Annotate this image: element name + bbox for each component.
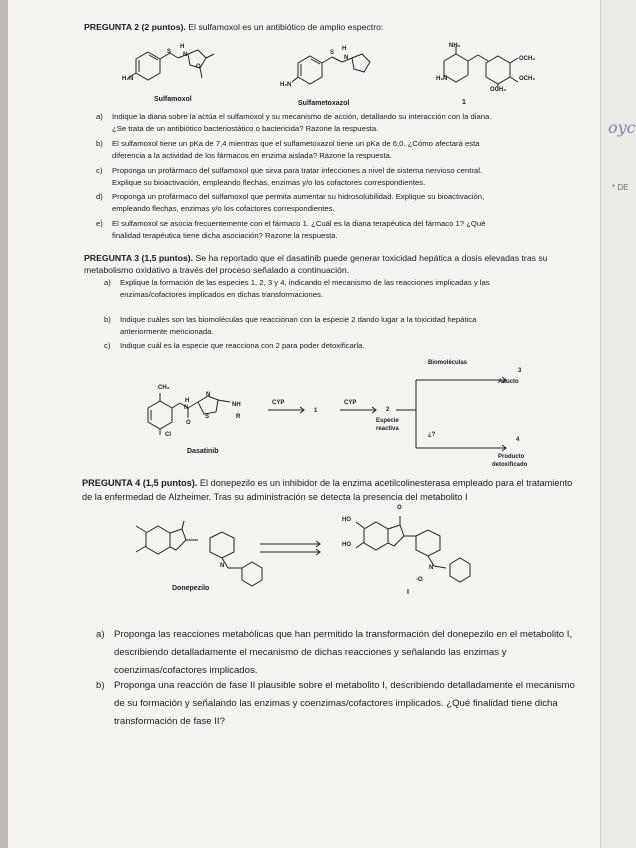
sulfamoxol-s: S [167, 49, 172, 55]
metabolite-i-structure [342, 508, 502, 588]
q4-item-text: Proponga una reacción de fase II plausible sobre el metabolito I, describiendo detalladamente el mecanismo [114, 680, 575, 691]
q2-item-text: Proponga un profármaco del sulfamoxol que sirva para tratar infecciones a nivel de sistema nervioso central. [112, 166, 483, 175]
q4-item-text: de su formación y señalando las enzimas y coenzimas/cofactores implicados. ¿Qué finalidad tiene dicha [114, 698, 558, 709]
aducto-label: Aducto [498, 379, 519, 385]
species-3: 3 [518, 368, 522, 374]
q4-item-text: transformación de fase II? [114, 716, 225, 727]
donepezil-label: Donepezilo [172, 585, 210, 592]
compound1-och3-b: OCH₃ [519, 76, 536, 82]
q4-item-letter: a) [96, 629, 105, 640]
metabolite-ho-2: HO [342, 542, 351, 548]
q4-heading: PREGUNTA 4 (1,5 puntos). El donepezilo es un inhibidor de la enzima acetilcolinesterasa empleado para el tratamiento [82, 478, 573, 488]
detoxificado-label: detoxificado [492, 462, 528, 468]
species-2: 2 [386, 407, 390, 413]
q4-item-letter: b) [96, 680, 105, 691]
dasatinib-o: O [186, 420, 191, 426]
dasatinib-h: H [185, 398, 190, 404]
margin-tag: * DE [612, 183, 629, 192]
q3-heading: PREGUNTA 3 (1,5 puntos). Se ha reportado que el dasatinib puede generar toxicidad hepática a dosis elevadas tras su [84, 253, 548, 263]
q2-item-text: Indique la diana sobre la actúa el sulfamoxol y su mecanismo de acción, detallando su interacción con la diana. [112, 112, 492, 121]
q3-item-text: anteriormente mencionada. [120, 327, 214, 336]
sulfametoxazol-h2n: H₂N [280, 82, 292, 88]
q2-item-letter: c) [96, 166, 103, 175]
q2-item-letter: d) [96, 192, 103, 201]
sulfamoxol-structure [118, 40, 238, 100]
thiazole-n: N [206, 392, 211, 398]
cyp-label-2: CYP [344, 400, 357, 406]
dasatinib-nh: NH [232, 402, 241, 408]
q2-item-letter: a) [96, 112, 103, 121]
q3-item-text: enzimas/cofactores implicados en dichas transformaciones. [120, 290, 323, 299]
especie-label: Especie [376, 418, 399, 424]
q2-item-text: finalidad terapéutica tiene dicha asociación? Razone la respuesta. [112, 231, 338, 240]
sulfametoxazol-n: N [344, 55, 349, 61]
metabolite-label: I [407, 589, 409, 596]
metabolite-o-minus: -O [416, 577, 423, 583]
q2-item-text: empleando flechas, enzimas y/o los cofactores correspondientes. [112, 204, 335, 213]
sulfametoxazol-h: H [342, 46, 347, 52]
margin-handwriting: oyc [608, 118, 636, 137]
q3-heading-line2: metabolismo oxidativo a través del proceso señalado a continuación. [84, 265, 350, 275]
sulfametoxazol-s: S [330, 50, 335, 56]
transformation-arrows [258, 540, 328, 560]
thiazole-s: S [205, 414, 210, 420]
q2-item-letter: b) [96, 139, 103, 148]
sulfametoxazol-structure [280, 42, 390, 102]
q4-item-text: coenzimas/cofactores implicados. [114, 665, 258, 676]
sulfamoxol-label: Sulfamoxol [154, 96, 192, 103]
sulfamoxol-h: H [180, 44, 185, 50]
dasatinib-label: Dasatinib [187, 448, 219, 455]
q3-item-letter: a) [104, 278, 111, 287]
compound1-och3-a: OCH₃ [519, 56, 536, 62]
cyp-label-1: CYP [272, 400, 285, 406]
metabolite-o: O [397, 505, 402, 511]
q4-heading-line2: de la enfermedad de Alzheimer. Tras su administración se detecta la presencia del metabolito I [82, 492, 468, 502]
species-4: 4 [516, 437, 520, 443]
dasatinib-r: R [236, 414, 241, 420]
sulfamoxol-h2n: H₂N [122, 76, 134, 82]
q3-item-text: Indique cuál es la especie que reacciona con 2 para poder detoxificarla. [120, 341, 365, 350]
q2-item-text: Explique su bioactivación, empleando flechas, enzimas y/o los cofactores correspondientes. [112, 178, 426, 187]
q2-item-text: El sulfamoxol se asocia frecuentemente con el fármaco 1. ¿Cuál es la diana terapéutica del fármaco 1? ¿Qué [112, 219, 486, 228]
sulfamoxol-n: N [183, 52, 188, 58]
metabolite-ho-1: HO [342, 517, 351, 523]
q3-item-text: Explique la formación de las especies 1, 2, 3 y 4, indicando el mecanismo de las reacciones implicadas y las [120, 278, 490, 287]
biomoleculas-label: Biomoléculas [428, 360, 468, 366]
reactiva-label: reactiva [376, 426, 399, 432]
dasatinib-ch3: CH₃ [158, 385, 170, 391]
q3-item-letter: b) [104, 315, 111, 324]
compound1-label: 1 [462, 99, 466, 106]
q2-item-letter: e) [96, 219, 103, 228]
species-1: 1 [314, 408, 318, 414]
q2-item-text: ¿Se trata de un antibiótico bacteriostático o bactericida? Razone la respuesta. [112, 124, 379, 133]
q4-item-text: Proponga las reacciones metabólicas que han permitido la transformación del donepezilo en el metabolito I, [114, 629, 573, 640]
compound1-h2n: H₂N [436, 76, 448, 82]
sulfamoxol-o: O [196, 64, 201, 70]
q2-item-text: Proponga un profármaco del sulfamoxol que permita aumentar su hidrosolubilidad. Explique su bioactivación, [112, 192, 485, 201]
q2-item-text: El sulfamoxol tiene un pKa de 7,4 mientras que el sulfametoxazol tiene un pKa de 6,0. ¿Cómo afectará esta [112, 139, 480, 148]
sulfametoxazol-label: Sulfametoxazol [298, 100, 350, 107]
dasatinib-cl: Cl [165, 432, 171, 438]
compound1-nh2: NH₂ [449, 43, 461, 49]
q3-item-text: Indique cuáles son las biomoléculas que reaccionan con la especie 2 dando lugar a la toxicidad hepática [120, 315, 477, 324]
dasatinib-n: N [184, 405, 189, 411]
q3-item-letter: c) [104, 341, 111, 350]
donepezil-n: N [220, 563, 225, 569]
compound1-och3-c: OCH₃ [490, 87, 507, 93]
q2-item-text: diferencia a la actividad de los fármacos en enzima aislada? Razone la respuesta. [112, 151, 392, 160]
producto-label: Producto [498, 454, 525, 460]
exam-sheet [8, 0, 634, 848]
unknown-reagent: ¿? [428, 432, 436, 438]
q4-item-text: describiendo detalladamente el mecanismo de dichas reacciones y señalando las enzimas y [114, 647, 507, 658]
metabolite-n: N [429, 565, 434, 571]
q2-heading: PREGUNTA 2 (2 puntos). El sulfamoxol es un antibiótico de amplio espectro: [84, 22, 384, 32]
